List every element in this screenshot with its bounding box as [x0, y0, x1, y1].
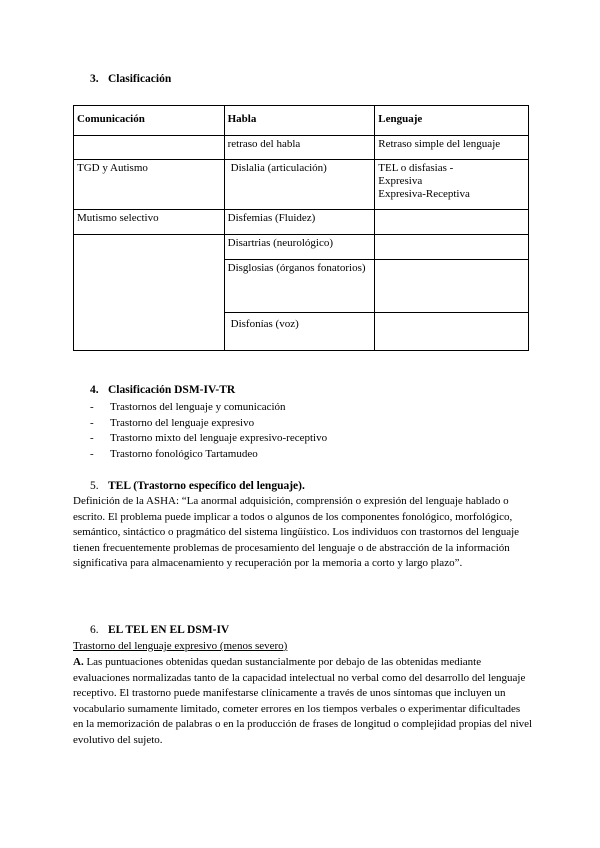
- table-cell: [375, 235, 529, 260]
- table-header-cell: Lenguaje: [375, 106, 529, 136]
- section-5-number: 5.: [90, 480, 99, 492]
- criterion-a-text: Las puntuaciones obtenidas quedan sustancialmente por debajo de las obtenidas mediante evaluaciones normalizadas tanto de la capacidad intelectual no verbal como del desarrollo del lenguaje receptivo. El trastorno puede manifestarse clínicamente a través de unos síntomas que incluyen un vocabulario sumamente limitado, cometer errores en los tiempos verbales o experimentar dificultades en la memorización de palabras o en la producción de frases de longitud o complejidad propias del nivel evolutivo del sujeto.: [73, 656, 533, 746]
- table-row: [74, 136, 529, 160]
- table-cell: Retraso simple del lenguaje: [375, 136, 529, 160]
- table-cell: [74, 235, 225, 351]
- table-cell: [74, 136, 225, 160]
- table-cell: Dislalia (articulación): [224, 160, 375, 210]
- section-5-heading: [90, 479, 305, 493]
- table-row: [74, 160, 529, 210]
- table-cell: [375, 313, 529, 351]
- table-row: [74, 235, 529, 260]
- table-cell: Disfemias (Fluidez): [224, 210, 375, 235]
- list-item: - Trastorno del lenguaje expresivo: [90, 416, 327, 432]
- section-6-subtitle: Trastorno del lenguaje expresivo (menos severo): [73, 640, 288, 652]
- table-cell: Disglosias (órganos fonatorios): [224, 260, 375, 313]
- section-3-title: Clasificación: [108, 73, 172, 85]
- table-cell: [375, 260, 529, 313]
- criterion-a-paragraph: [73, 655, 533, 748]
- tel-definition-paragraph: Definición de la ASHA: “La anormal adquisición, comprensión o expresión del lenguaje hablado o escrito. El problema puede implicar a todos o algunos de los componentes fonológico, morfológico, semántico, sintáctico o pragmático del sistema lingüístico. Los individuos con trastornos del lenguaje tienen frecuentemente problemas de procesamiento del lenguaje o de abstracción de la información significativa para almacenamiento y recuperación por la memoria a corto y largo plazo”.: [73, 495, 520, 569]
- section-3-number: 3.: [90, 73, 99, 85]
- table-row: [74, 210, 529, 235]
- table-cell: TEL o disfasias - Expresiva Expresiva-Receptiva: [375, 160, 529, 210]
- table-cell: Disfonías (voz): [224, 313, 375, 351]
- list-item: - Trastorno fonológico Tartamudeo: [90, 447, 327, 463]
- list-item: - Trastornos del lenguaje y comunicación: [90, 400, 327, 416]
- criterion-a-label: A.: [73, 656, 84, 668]
- dsm-classification-list: [90, 400, 327, 462]
- section-6-heading: [90, 623, 229, 637]
- table-header-cell: Comunicación: [74, 106, 225, 136]
- section-3-heading: [90, 72, 171, 86]
- list-item: - Trastorno mixto del lenguaje expresivo-receptivo: [90, 431, 327, 447]
- table-cell: Mutismo selectivo: [74, 210, 225, 235]
- section-4-title: Clasificación DSM-IV-TR: [108, 384, 236, 396]
- classification-table: [73, 105, 529, 351]
- table-cell: [375, 210, 529, 235]
- table-cell: retraso del habla: [224, 136, 375, 160]
- table-cell: Disartrias (neurológico): [224, 235, 375, 260]
- section-6-number: 6.: [90, 624, 99, 636]
- table-cell: TGD y Autismo: [74, 160, 225, 210]
- section-4-heading: [90, 383, 235, 397]
- section-6-title: EL TEL EN EL DSM-IV: [108, 624, 230, 636]
- table-header-cell: Habla: [224, 106, 375, 136]
- section-4-number: 4.: [90, 384, 99, 396]
- section-5-title: TEL (Trastorno específico del lenguaje).: [108, 480, 305, 492]
- table-header-row: [74, 106, 529, 136]
